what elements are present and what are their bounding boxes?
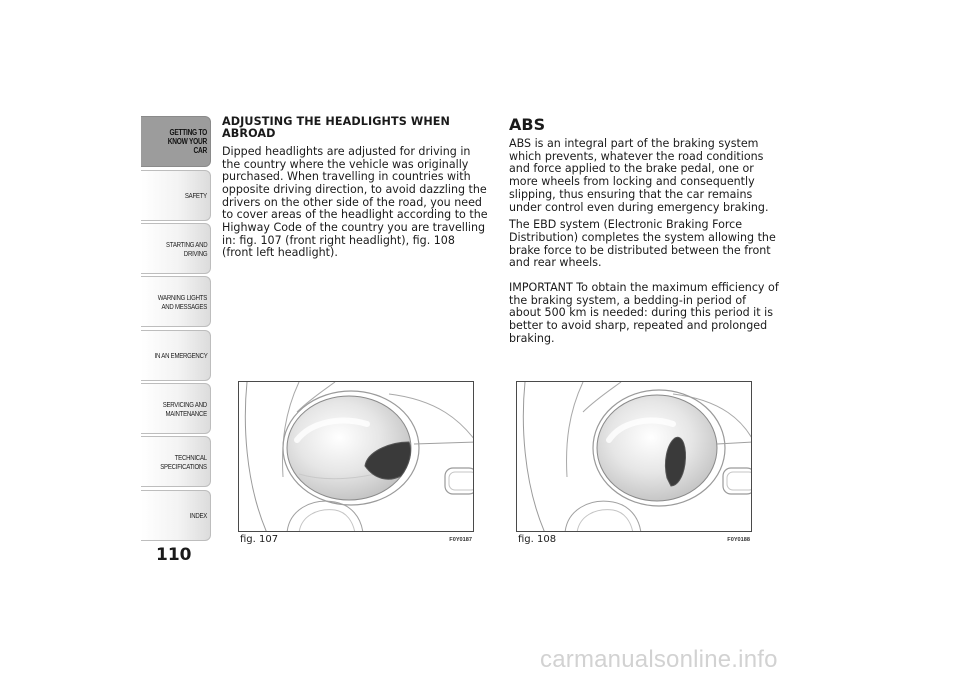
headlight-left-illustration <box>516 381 752 532</box>
tab-label: TECHNICAL SPECIFICATIONS <box>160 452 207 471</box>
page-number: 110 <box>156 545 192 565</box>
body-paragraph: Dipped headlights are adjusted for driving in the country where the vehicle was originally purchased. When travelling in countries with opposite driving direction, to avoid dazzling the drivers on the other side of the road, you need to cover areas of the headlight according to the Highway Code of the country you are travelling in: fig. 107 (front right headlight), fig. 108 (front left headlight). <box>222 144 488 260</box>
figure-caption: fig. 107 <box>240 534 279 545</box>
abs-section <box>509 116 781 351</box>
section-heading: ADJUSTING THE HEADLIGHTS WHEN ABROAD <box>222 115 450 141</box>
figure-code: F0Y0187 <box>449 537 472 543</box>
tab-technical-specifications[interactable] <box>141 436 211 487</box>
tab-in-an-emergency[interactable] <box>141 330 211 381</box>
figure-108 <box>516 381 752 546</box>
headlight-icon <box>517 382 752 532</box>
tab-label: STARTING AND DRIVING <box>165 239 207 258</box>
body-paragraph: ABS is an integral part of the braking system which prevents, whatever the road conditions and force applied to the brake pedal, one or more wheels from locking and consequently slipping, thus ensuring that the car remains under control even during emergency braking. <box>509 137 769 214</box>
headlights-section <box>222 116 488 265</box>
tab-label: IN AN EMERGENCY <box>154 351 207 360</box>
tab-servicing[interactable] <box>141 383 211 434</box>
section-heading: ABS <box>509 115 546 134</box>
tab-label: SAFETY <box>184 191 207 200</box>
tab-getting-to-know-your-car[interactable] <box>141 116 211 167</box>
tab-starting-and-driving[interactable] <box>141 223 211 274</box>
headlight-right-illustration <box>238 381 474 532</box>
tab-label: GETTING TO KNOW YOUR CAR <box>167 128 207 155</box>
headlight-icon <box>239 382 474 532</box>
important-note: IMPORTANT To obtain the maximum efficiency of the braking system, a bedding-in period of about 500 km is needed: during this period it is better to avoid sharp, repeated and prolonged braking. <box>509 281 779 345</box>
figure-code: F0Y0188 <box>727 537 750 543</box>
tab-label: WARNING LIGHTS AND MESSAGES <box>157 292 207 311</box>
figure-caption: fig. 108 <box>518 534 557 545</box>
tab-label: INDEX <box>189 511 207 520</box>
tab-warning-lights[interactable] <box>141 276 211 327</box>
tab-safety[interactable] <box>141 170 211 221</box>
tab-index[interactable] <box>141 490 211 541</box>
tab-label: SERVICING AND MAINTENANCE <box>162 399 207 418</box>
watermark: carmanualsonline.info <box>540 646 778 673</box>
figure-107 <box>238 381 474 546</box>
body-paragraph: The EBD system (Electronic Braking Force Distribution) completes the system allowing the brake force to be distributed between the front and rear wheels. <box>509 218 776 270</box>
